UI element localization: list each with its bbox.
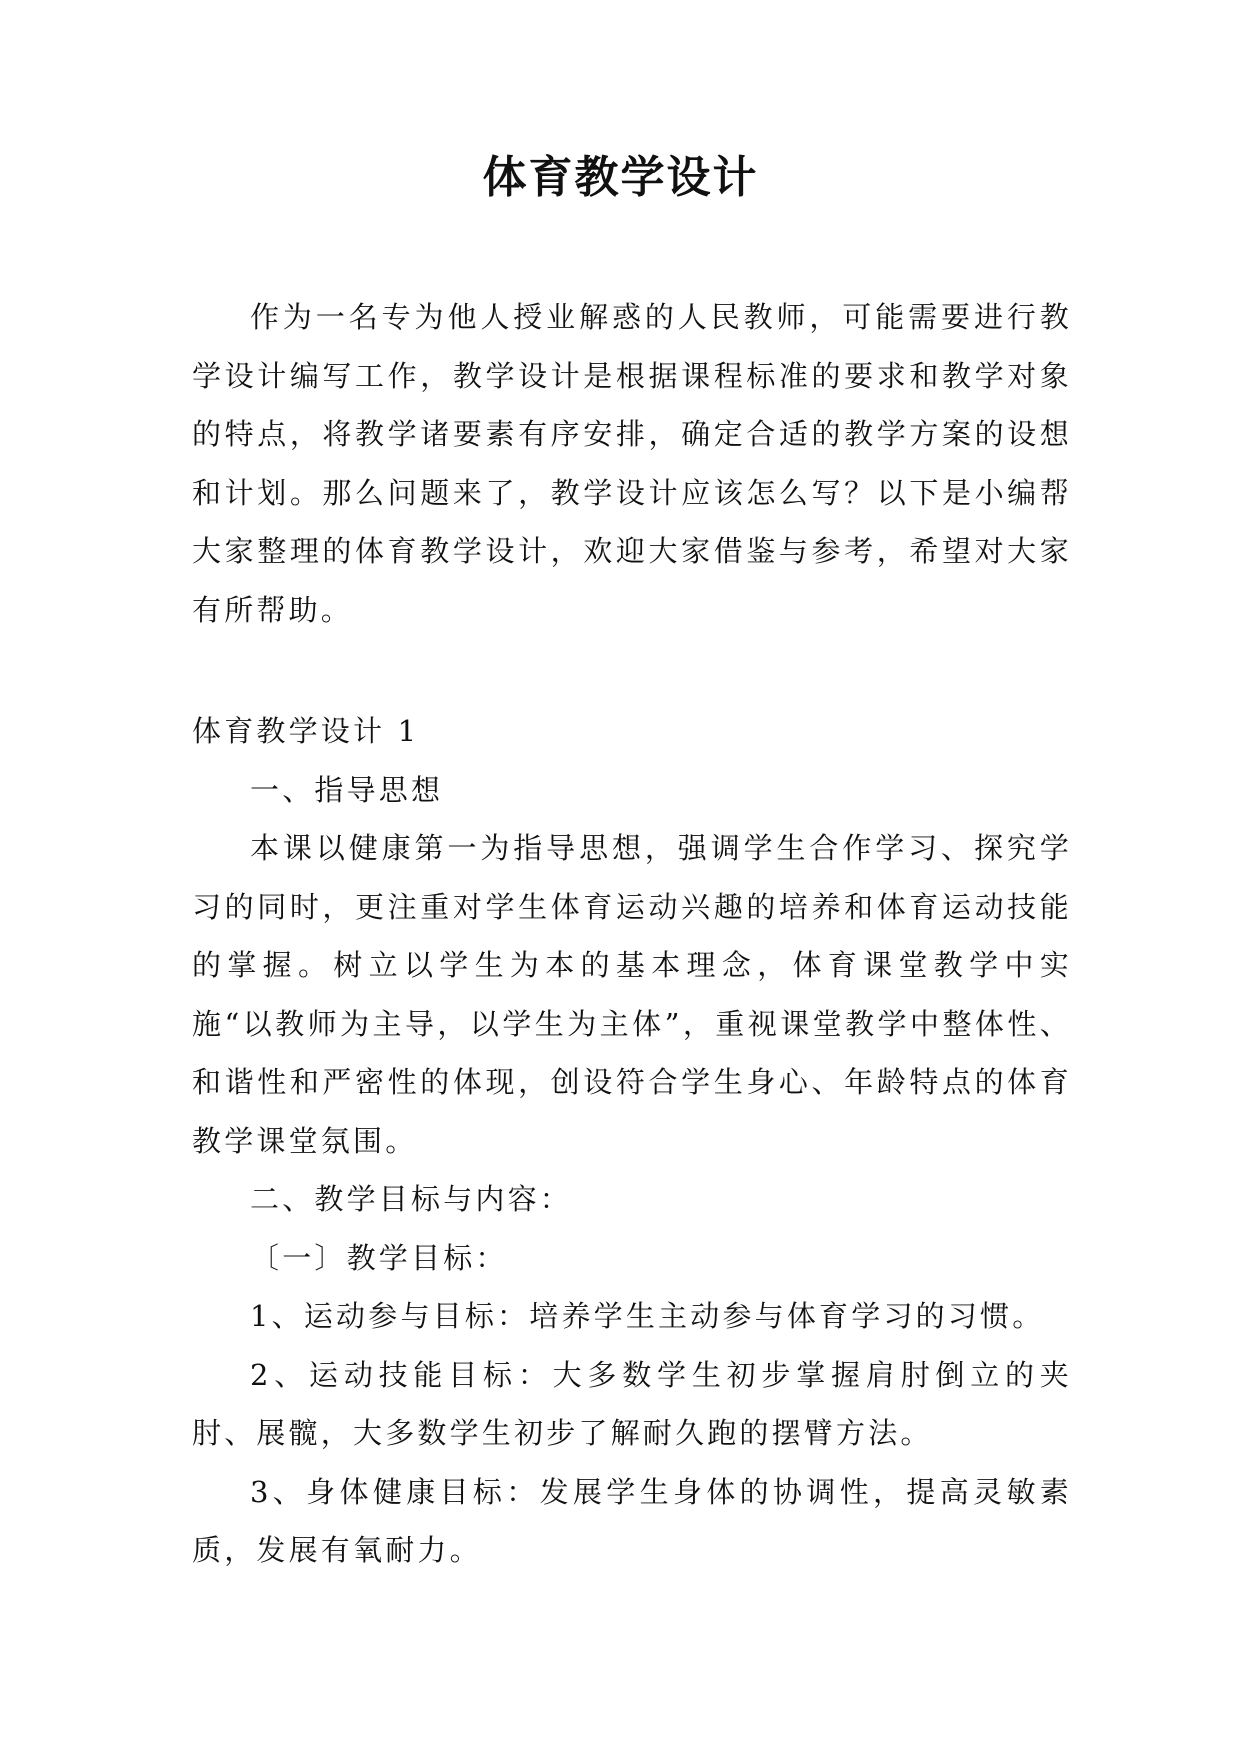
objective-health: 3、身体健康目标：发展学生身体的协调性，提高灵敏素质，发展有氧耐力。: [192, 1474, 1072, 1567]
intro-block: [192, 288, 1072, 639]
objective-participation: 1、运动参与目标：培养学生主动参与体育学习的习惯。: [250, 1299, 1045, 1333]
objective-skills: 2、运动技能目标：大多数学生初步掌握肩肘倒立的夹肘、展髋，大多数学生初步了解耐久跑的摆臂方法。: [192, 1357, 1072, 1450]
intro-paragraph: 作为一名专为他人授业解惑的人民教师，可能需要进行教学设计编写工作，教学设计是根据课程标准的要求和教学对象的特点，将教学诸要素有序安排，确定合适的教学方案的设想和计划。那么问题来了，教学设计应该怎么写？以下是小编帮大家整理的体育教学设计，欢迎大家借鉴与参考，希望对大家有所帮助。: [192, 300, 1072, 627]
document-title: 体育教学设计: [482, 152, 759, 203]
subheading-objectives: 〔一〕教学目标：: [250, 1240, 508, 1275]
heading-objectives-content: 二、教学目标与内容：: [250, 1182, 573, 1216]
section-heading: 体育教学设计 1: [192, 714, 420, 748]
heading-guiding-ideology: 一、指导思想: [250, 772, 444, 807]
section-block: [192, 702, 1072, 1580]
paragraph-guiding-ideology: 本课以健康第一为指导思想，强调学生合作学习、探究学习的同时，更注重对学生体育运动兴趣的培养和体育运动技能的掌握。树立以学生为本的基本理念，体育课堂教学中实施“以教师为主导，以学生为主体”，重视课堂教学中整体性、和谐性和严密性的体现，创设符合学生身心、年龄特点的体育教学课堂氛围。: [192, 831, 1072, 1158]
